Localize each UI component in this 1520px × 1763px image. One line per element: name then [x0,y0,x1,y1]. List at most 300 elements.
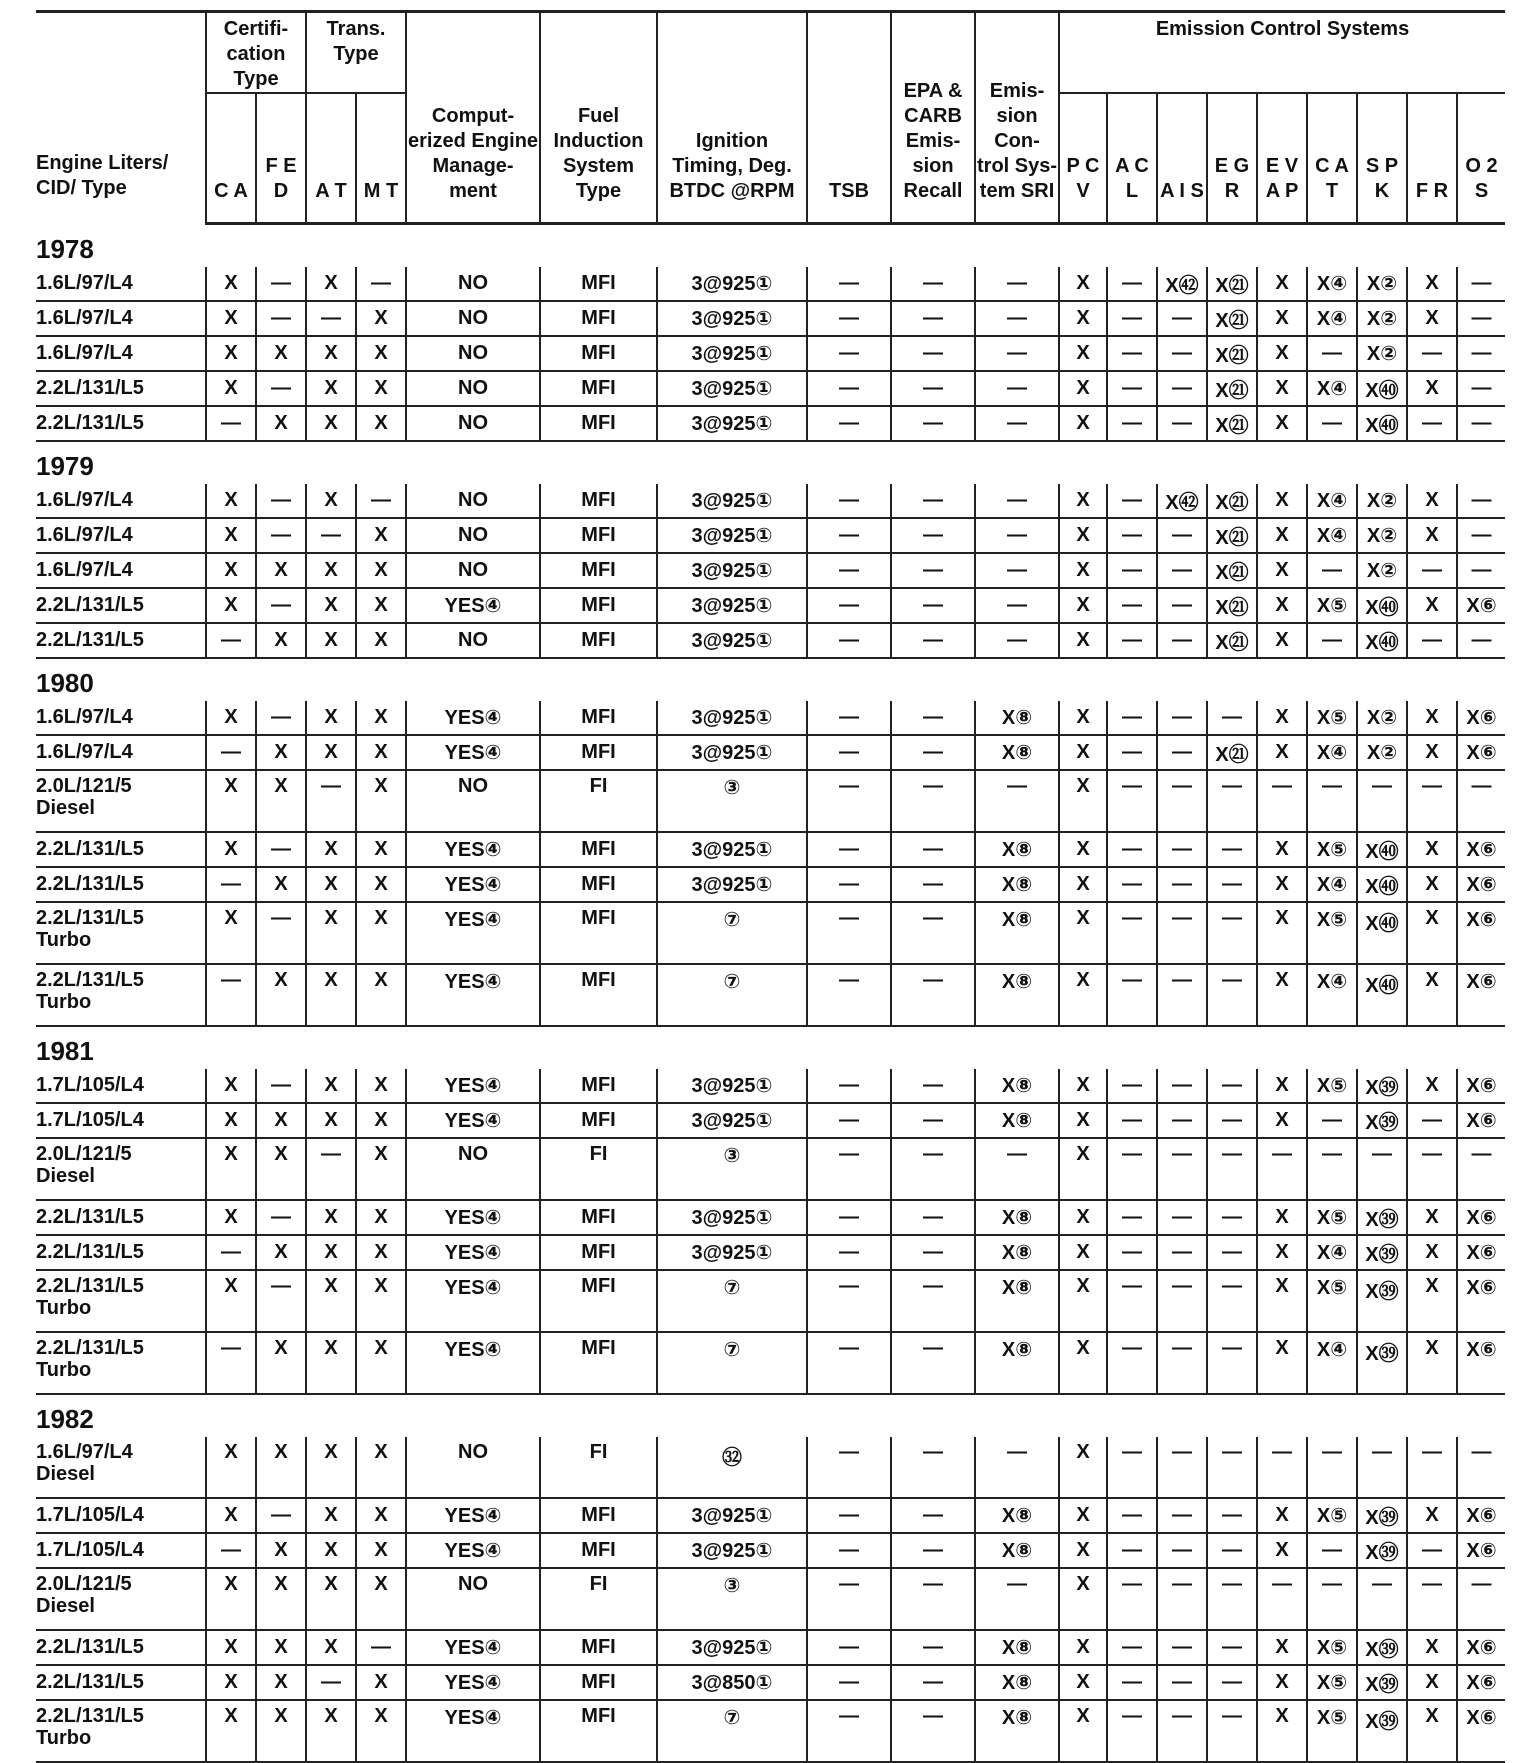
acl-cell: — [1107,964,1157,1026]
fed-cell: X [256,735,306,770]
egr-cell: X㉑ [1207,735,1257,770]
epa-cell: — [891,553,975,588]
cem-cell: YES④ [406,867,540,902]
cat-cell: X⑤ [1307,1665,1357,1700]
timing-cell: ㉜ [657,1437,807,1498]
fuel-cell: FI [540,1437,657,1498]
fed-cell: X [256,553,306,588]
engine-spec: 2.2L/131/L5 [36,873,144,895]
egr-cell: — [1207,1498,1257,1533]
tsb-cell: — [807,902,891,964]
sri-cell: X⑧ [975,1103,1059,1138]
evap-cell: X [1257,867,1307,902]
cat-cell: X④ [1307,267,1357,301]
engine-cell [36,1138,206,1200]
table-row [36,518,1505,553]
egr-cell: X㉑ [1207,623,1257,658]
at-cell: X [306,1437,356,1498]
at-cell: X [306,1235,356,1270]
acl-cell: — [1107,484,1157,518]
mt-cell: X [356,588,406,623]
egr-cell: — [1207,701,1257,735]
table-row [36,406,1505,441]
cem-cell: NO [406,301,540,336]
egr-cell: X㉑ [1207,406,1257,441]
tsb-cell: — [807,588,891,623]
tsb-cell: — [807,406,891,441]
ca-cell: X [206,1630,256,1665]
sri-cell: — [975,301,1059,336]
fr-cell: X [1407,1630,1457,1665]
year-heading: 1980 [36,667,94,698]
ca-cell: X [206,1437,256,1498]
fr-cell: X [1407,1665,1457,1700]
engine-variant: Turbo [36,928,92,951]
ais-cell: — [1157,371,1207,406]
engine-cell [36,867,206,902]
header-tsb: TSB [807,12,891,224]
tsb-cell: — [807,484,891,518]
fuel-cell: MFI [540,735,657,770]
fr-cell: X [1407,588,1457,623]
acl-cell: — [1107,623,1157,658]
egr-cell: — [1207,1332,1257,1394]
fed-cell: X [256,867,306,902]
engine-variant: Diesel [36,1462,95,1485]
mt-cell: X [356,735,406,770]
ais-cell: — [1157,1533,1207,1568]
ca-cell: X [206,553,256,588]
engine-spec: 2.2L/131/L5 [36,1671,144,1693]
sri-cell: X⑧ [975,1630,1059,1665]
timing-cell: 3@925① [657,553,807,588]
at-cell: X [306,553,356,588]
header-computerized: Comput- erized Engine Manage- ment [406,12,540,224]
mt-cell: X [356,1700,406,1762]
year-heading: 1978 [36,233,94,264]
spk-cell: X② [1357,267,1407,301]
egr-cell: — [1207,1235,1257,1270]
evap-cell: X [1257,1200,1307,1235]
epa-cell: — [891,1665,975,1700]
ais-cell: — [1157,1700,1207,1762]
evap-cell: X [1257,1103,1307,1138]
ais-cell: — [1157,1630,1207,1665]
table-row [36,1533,1505,1568]
acl-cell: — [1107,267,1157,301]
table-row [36,336,1505,371]
spk-cell: X㊴ [1357,1332,1407,1394]
fuel-cell: MFI [540,406,657,441]
fr-cell: X [1407,518,1457,553]
year-row [36,223,1505,267]
ais-cell: — [1157,518,1207,553]
epa-cell: — [891,867,975,902]
engine-spec: 1.7L/105/L4 [36,1539,144,1561]
spk-cell: X② [1357,484,1407,518]
o2s-cell: — [1457,1138,1505,1200]
o2s-cell: X⑥ [1457,1630,1505,1665]
epa-cell: — [891,1437,975,1498]
egr-cell: X㉑ [1207,301,1257,336]
sri-cell: X⑧ [975,735,1059,770]
egr-cell: X㉑ [1207,518,1257,553]
ais-cell: — [1157,902,1207,964]
mt-cell: X [356,1332,406,1394]
sri-cell: — [975,406,1059,441]
fr-cell: — [1407,1437,1457,1498]
fr-cell: X [1407,735,1457,770]
spk-cell: X㊴ [1357,1270,1407,1332]
timing-cell: 3@925① [657,623,807,658]
evap-cell: X [1257,1533,1307,1568]
fr-cell: — [1407,1568,1457,1630]
cat-cell: X⑤ [1307,1700,1357,1762]
cem-cell: YES④ [406,832,540,867]
ais-cell: — [1157,1332,1207,1394]
o2s-cell: — [1457,518,1505,553]
spk-cell: X㊵ [1357,902,1407,964]
spk-cell: X㊵ [1357,406,1407,441]
pcv-cell: X [1059,336,1107,371]
year-row [36,1026,1505,1069]
o2s-cell: X⑥ [1457,1665,1505,1700]
engine-cell [36,1069,206,1103]
pcv-cell: X [1059,553,1107,588]
epa-cell: — [891,406,975,441]
mt-cell: X [356,964,406,1026]
fr-cell: — [1407,1103,1457,1138]
o2s-cell: X⑥ [1457,701,1505,735]
ca-cell: X [206,1270,256,1332]
header-cat: C A T [1307,93,1357,223]
o2s-cell: X⑥ [1457,1200,1505,1235]
at-cell: X [306,1498,356,1533]
pcv-cell: X [1059,1235,1107,1270]
header-pcv: P C V [1059,93,1107,223]
fuel-cell: MFI [540,1200,657,1235]
mt-cell: X [356,1200,406,1235]
o2s-cell: X⑥ [1457,1498,1505,1533]
o2s-cell: X⑥ [1457,964,1505,1026]
spk-cell: X㊵ [1357,588,1407,623]
tsb-cell: — [807,1069,891,1103]
timing-cell: 3@850① [657,1665,807,1700]
cem-cell: YES④ [406,1069,540,1103]
fuel-cell: MFI [540,1069,657,1103]
spk-cell: X㊴ [1357,1700,1407,1762]
ais-cell: — [1157,867,1207,902]
fed-cell: — [256,588,306,623]
timing-cell: 3@925① [657,588,807,623]
egr-cell: X㉑ [1207,267,1257,301]
engine-cell [36,832,206,867]
tsb-cell: — [807,1103,891,1138]
fuel-cell: MFI [540,553,657,588]
engine-cell [36,701,206,735]
engine-cell [36,1568,206,1630]
cem-cell: NO [406,371,540,406]
engine-spec: 1.6L/97/L4 [36,741,133,763]
evap-cell: X [1257,1332,1307,1394]
cem-cell: NO [406,1568,540,1630]
o2s-cell: X⑥ [1457,1103,1505,1138]
pcv-cell: X [1059,735,1107,770]
evap-cell: X [1257,832,1307,867]
o2s-cell: — [1457,1568,1505,1630]
fuel-cell: MFI [540,1332,657,1394]
cem-cell: YES④ [406,1270,540,1332]
at-cell: — [306,1138,356,1200]
evap-cell: X [1257,553,1307,588]
epa-cell: — [891,1332,975,1394]
fuel-cell: MFI [540,867,657,902]
epa-cell: — [891,964,975,1026]
fed-cell: — [256,267,306,301]
cem-cell: NO [406,553,540,588]
pcv-cell: X [1059,1498,1107,1533]
ais-cell: — [1157,1235,1207,1270]
header-fed: F E D [256,93,306,223]
ais-cell: — [1157,553,1207,588]
table-row [36,588,1505,623]
o2s-cell: X⑥ [1457,1332,1505,1394]
cat-cell: — [1307,1103,1357,1138]
fed-cell: X [256,1630,306,1665]
acl-cell: — [1107,1498,1157,1533]
acl-cell: — [1107,1533,1157,1568]
evap-cell: X [1257,964,1307,1026]
engine-spec: 2.2L/131/L5 [36,629,144,651]
table-row [36,1700,1505,1762]
timing-cell: 3@925① [657,1533,807,1568]
ais-cell: — [1157,1568,1207,1630]
mt-cell: X [356,1437,406,1498]
egr-cell: — [1207,964,1257,1026]
pcv-cell: X [1059,301,1107,336]
pcv-cell: X [1059,1437,1107,1498]
o2s-cell: — [1457,371,1505,406]
egr-cell: X㉑ [1207,336,1257,371]
o2s-cell: X⑥ [1457,902,1505,964]
sri-cell: — [975,484,1059,518]
engine-cell [36,1332,206,1394]
engine-variant: Turbo [36,1296,92,1319]
fuel-cell: FI [540,1568,657,1630]
engine-variant: Diesel [36,1164,95,1187]
tsb-cell: — [807,336,891,371]
engine-cell [36,1200,206,1235]
evap-cell: X [1257,371,1307,406]
at-cell: — [306,518,356,553]
mt-cell: X [356,902,406,964]
mt-cell: X [356,1568,406,1630]
cat-cell: X⑤ [1307,1200,1357,1235]
pcv-cell: X [1059,1332,1107,1394]
fed-cell: — [256,1270,306,1332]
engine-spec: 1.6L/97/L4 [36,524,133,546]
engine-cell [36,1235,206,1270]
epa-cell: — [891,832,975,867]
tsb-cell: — [807,735,891,770]
engine-spec: 2.2L/131/L5 [36,968,144,991]
fr-cell: — [1407,770,1457,832]
sri-cell: X⑧ [975,701,1059,735]
at-cell: X [306,1630,356,1665]
timing-cell: 3@925① [657,371,807,406]
tsb-cell: — [807,1568,891,1630]
epa-cell: — [891,623,975,658]
o2s-cell: X⑥ [1457,832,1505,867]
fuel-cell: MFI [540,1700,657,1762]
at-cell: X [306,867,356,902]
engine-spec: 2.2L/131/L5 [36,377,144,399]
timing-cell: 3@925① [657,1498,807,1533]
o2s-cell: — [1457,623,1505,658]
cat-cell: X⑤ [1307,1069,1357,1103]
cat-cell: — [1307,1533,1357,1568]
fed-cell: X [256,1665,306,1700]
fr-cell: — [1407,336,1457,371]
engine-spec: 2.2L/131/L5 [36,1274,144,1297]
o2s-cell: X⑥ [1457,1533,1505,1568]
evap-cell: — [1257,1568,1307,1630]
acl-cell: — [1107,1332,1157,1394]
fed-cell: X [256,1568,306,1630]
engine-cell [36,484,206,518]
header-at: A T [306,93,356,223]
mt-cell: X [356,770,406,832]
o2s-cell: X⑥ [1457,588,1505,623]
timing-cell: 3@925① [657,701,807,735]
table-row [36,964,1505,1026]
tsb-cell: — [807,770,891,832]
epa-cell: — [891,336,975,371]
header-sri: Emis- sion Con- trol Sys- tem SRI [975,12,1059,224]
ais-cell: — [1157,1069,1207,1103]
acl-cell: — [1107,1200,1157,1235]
engine-spec: 1.7L/105/L4 [36,1109,144,1131]
spk-cell: X㊴ [1357,1498,1407,1533]
timing-cell: 3@925① [657,484,807,518]
table-row [36,1665,1505,1700]
cem-cell: YES④ [406,701,540,735]
fuel-cell: MFI [540,1103,657,1138]
fed-cell: — [256,832,306,867]
mt-cell: X [356,518,406,553]
at-cell: X [306,902,356,964]
table-row [36,1437,1505,1498]
o2s-cell: X⑥ [1457,867,1505,902]
engine-spec: 2.2L/131/L5 [36,1206,144,1228]
sri-cell: — [975,623,1059,658]
at-cell: X [306,1270,356,1332]
fed-cell: X [256,770,306,832]
ca-cell: X [206,1568,256,1630]
spk-cell: — [1357,1437,1407,1498]
ca-cell: X [206,1138,256,1200]
fr-cell: X [1407,484,1457,518]
fr-cell: X [1407,1498,1457,1533]
fuel-cell: MFI [540,371,657,406]
sri-cell: X⑧ [975,1200,1059,1235]
mt-cell: X [356,1103,406,1138]
sri-cell: — [975,588,1059,623]
egr-cell: — [1207,770,1257,832]
at-cell: X [306,701,356,735]
epa-cell: — [891,1498,975,1533]
egr-cell: — [1207,1665,1257,1700]
header-emission-systems: Emission Control Systems [1059,12,1505,94]
fed-cell: — [256,484,306,518]
header-evap: E V A P [1257,93,1307,223]
acl-cell: — [1107,1437,1157,1498]
sri-cell: — [975,553,1059,588]
pcv-cell: X [1059,1568,1107,1630]
ca-cell: — [206,1332,256,1394]
ais-cell: — [1157,406,1207,441]
timing-cell: 3@925① [657,867,807,902]
evap-cell: X [1257,701,1307,735]
table-row [36,832,1505,867]
table-row [36,553,1505,588]
egr-cell: — [1207,867,1257,902]
sri-cell: X⑧ [975,1235,1059,1270]
fed-cell: — [256,902,306,964]
epa-cell: — [891,1103,975,1138]
mt-cell: X [356,832,406,867]
epa-cell: — [891,735,975,770]
cat-cell: X⑤ [1307,902,1357,964]
fuel-cell: MFI [540,267,657,301]
timing-cell: 3@925① [657,336,807,371]
spk-cell: X② [1357,336,1407,371]
timing-cell: ⑦ [657,1270,807,1332]
mt-cell: — [356,267,406,301]
cem-cell: NO [406,267,540,301]
engine-cell [36,518,206,553]
fed-cell: X [256,1700,306,1762]
acl-cell: — [1107,1270,1157,1332]
ca-cell: X [206,371,256,406]
at-cell: — [306,770,356,832]
mt-cell: X [356,336,406,371]
epa-cell: — [891,1630,975,1665]
fuel-cell: MFI [540,832,657,867]
timing-cell: 3@925① [657,1200,807,1235]
header-o2s: O 2 S [1457,93,1505,223]
evap-cell: X [1257,1270,1307,1332]
engine-cell [36,1630,206,1665]
ca-cell: X [206,484,256,518]
engine-cell [36,1700,206,1762]
timing-cell: ③ [657,1138,807,1200]
engine-spec: 2.0L/121/5 [36,1572,132,1595]
epa-cell: — [891,1270,975,1332]
cem-cell: YES④ [406,1533,540,1568]
fed-cell: X [256,1138,306,1200]
fed-cell: — [256,1200,306,1235]
sri-cell: X⑧ [975,1270,1059,1332]
tsb-cell: — [807,623,891,658]
pcv-cell: X [1059,371,1107,406]
sri-cell: — [975,518,1059,553]
epa-cell: — [891,301,975,336]
engine-cell [36,406,206,441]
fr-cell: X [1407,1332,1457,1394]
header-ais: A I S [1157,93,1207,223]
ais-cell: — [1157,1437,1207,1498]
